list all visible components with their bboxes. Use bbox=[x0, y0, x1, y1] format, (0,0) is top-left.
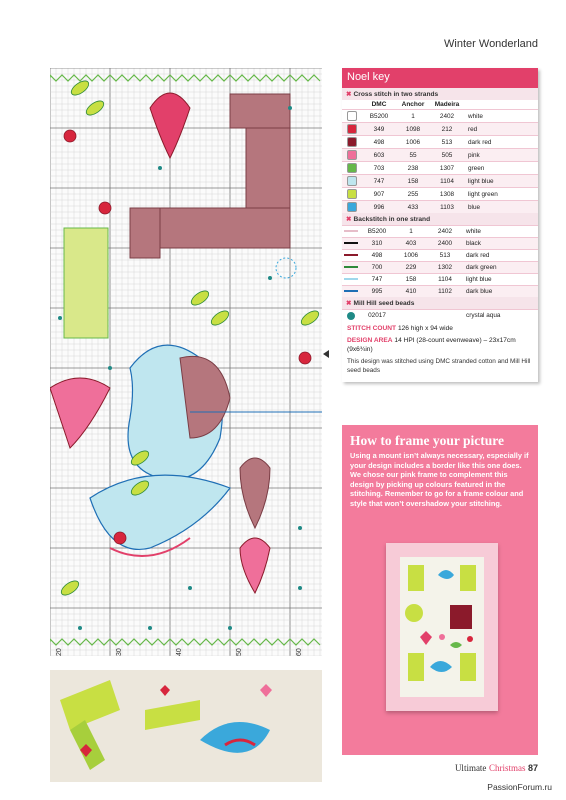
thread-swatch-icon bbox=[347, 150, 357, 160]
backstitch-line-icon bbox=[344, 266, 358, 268]
axis-label: 40 bbox=[176, 648, 183, 656]
backstitch-row: 700 229 1302 dark green bbox=[342, 262, 538, 274]
framed-design-photo bbox=[386, 543, 498, 711]
thread-swatch-icon bbox=[347, 189, 357, 199]
noel-key bbox=[342, 68, 538, 382]
col-header: Anchor bbox=[401, 101, 425, 108]
cross-stitch-row: 747 158 1104 light blue bbox=[342, 175, 538, 188]
cross-icon: ✖ bbox=[346, 300, 352, 307]
framing-tip-body: Using a mount isn’t always necessary, especially if your design includes a border like this one does. We chose our pink frame to complement this design by picking up colours featured in the stitching. Remember to go for a frame colour and style that won’t overshadow your stitching. bbox=[350, 451, 529, 508]
framed-design-art bbox=[400, 557, 484, 697]
backstitch-line-icon bbox=[344, 278, 358, 280]
thread-swatch-icon bbox=[347, 163, 357, 173]
framed-design-canvas bbox=[400, 557, 484, 697]
stitch-note: This design was stitched using DMC stranded cotton and Mill Hill seed beads bbox=[347, 358, 531, 374]
axis-label: 50 bbox=[236, 648, 243, 656]
key-title: Noel key bbox=[342, 68, 538, 88]
thread-swatch-icon bbox=[347, 111, 357, 121]
chart-axis-labels bbox=[50, 642, 322, 662]
backstitch-heading: ✖ Backstitch in one strand bbox=[342, 213, 538, 225]
axis-label: 60 bbox=[296, 648, 303, 656]
thread-swatch-icon bbox=[347, 124, 357, 134]
cross-stitch-row: 498 1006 513 dark red bbox=[342, 136, 538, 149]
axis-label: 20 bbox=[56, 648, 63, 656]
framing-tip-title: How to frame your picture bbox=[350, 433, 504, 448]
cross-stitch-table bbox=[342, 100, 538, 213]
backstitch-line-icon bbox=[344, 242, 358, 244]
cross-stitch-row: 703 238 1307 green bbox=[342, 162, 538, 175]
axis-label: 30 bbox=[116, 648, 123, 656]
cross-icon: ✖ bbox=[346, 91, 352, 98]
backstitch-row: B5200 1 2402 white bbox=[342, 226, 538, 238]
backstitch-line-icon bbox=[344, 254, 358, 256]
closeup-art bbox=[50, 670, 322, 782]
backstitch-row: 498 1006 513 dark red bbox=[342, 250, 538, 262]
framing-tip-box bbox=[342, 425, 538, 755]
design-area: DESIGN AREA 14 HPI (28-count evenweave) – 23x17cm (9x6¾in) bbox=[347, 337, 516, 353]
beads-table bbox=[342, 309, 538, 321]
cross-stitch-chart bbox=[50, 68, 322, 656]
cross-stitch-row: 907 255 1308 light green bbox=[342, 188, 538, 201]
backstitch-row: 995 410 1102 dark blue bbox=[342, 286, 538, 298]
page-footer: Ultimate Christmas 87 bbox=[454, 763, 538, 773]
center-arrow-icon bbox=[323, 350, 329, 358]
cross-icon: ✖ bbox=[346, 216, 352, 223]
backstitch-line-icon bbox=[344, 230, 358, 232]
watermark: PassionForum.ru bbox=[487, 782, 552, 792]
thread-swatch-icon bbox=[347, 202, 357, 212]
thread-swatch-icon bbox=[347, 137, 357, 147]
cross-stitch-heading: ✖ Cross stitch in two strands bbox=[342, 88, 538, 100]
thread-swatch-icon bbox=[347, 176, 357, 186]
bead-row: 02017 crystal aqua bbox=[342, 310, 538, 322]
col-header: Madeira bbox=[434, 101, 460, 108]
bead-icon bbox=[347, 312, 355, 320]
beads-heading: ✖ Mill Hill seed beads bbox=[342, 297, 538, 309]
running-header: Winter Wonderland bbox=[444, 38, 538, 50]
col-header: DMC bbox=[371, 101, 387, 108]
stitch-count: STITCH COUNT 126 high x 94 wide bbox=[347, 325, 453, 332]
cross-stitch-row: 603 55 505 pink bbox=[342, 149, 538, 162]
cross-stitch-row: 349 1098 212 red bbox=[342, 123, 538, 136]
stitch-closeup-photo bbox=[50, 670, 322, 782]
backstitch-row: 310 403 2400 black bbox=[342, 238, 538, 250]
cross-stitch-row: B5200 1 2402 white bbox=[342, 110, 538, 123]
backstitch-row: 747 158 1104 light blue bbox=[342, 274, 538, 286]
backstitch-line-icon bbox=[344, 290, 358, 292]
cross-stitch-row: 996 433 1103 blue bbox=[342, 201, 538, 214]
backstitch-table bbox=[342, 225, 538, 297]
chart-grid-svg bbox=[50, 68, 322, 656]
